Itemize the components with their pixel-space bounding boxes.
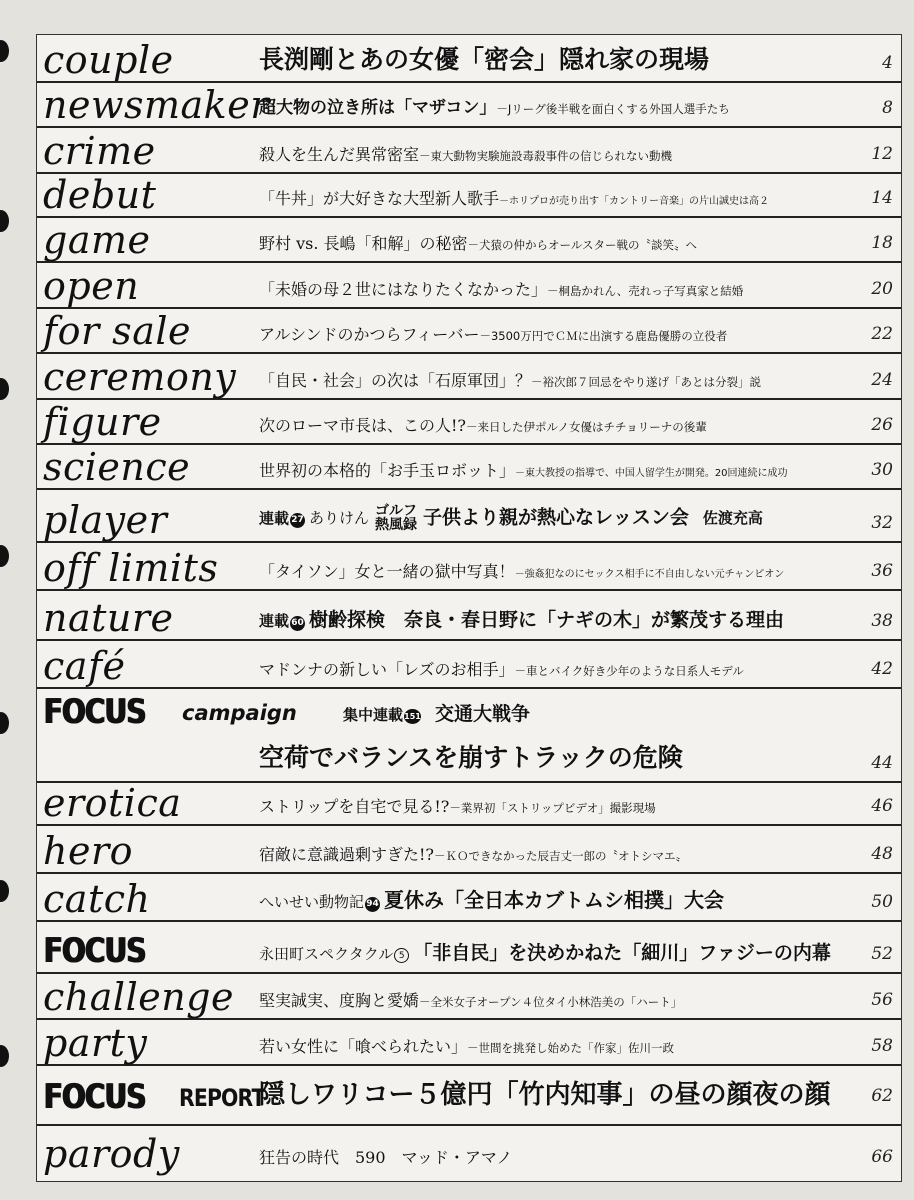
article-title: 夏休み「全日本カブトムシ相撲」大会 xyxy=(384,888,725,912)
article-title: 隠しワリコー５億円「竹内知事」の昼の顔夜の顔 xyxy=(259,1080,831,1111)
table-of-contents xyxy=(36,34,902,1182)
article-subtitle: －東大動物実験施設毒殺事件の信じられない動機 xyxy=(419,149,673,164)
binder-hole xyxy=(0,210,9,232)
page-number: 46 xyxy=(871,796,893,816)
article-title: 世界初の本格的「お手玉ロボット」 xyxy=(259,461,516,481)
article-title: 「タイソン」女と一緒の獄中写真！ xyxy=(259,562,515,582)
page-number: 20 xyxy=(871,279,893,299)
article-title: ストリップを自宅で見る!? xyxy=(259,797,450,817)
binder-hole xyxy=(0,1045,9,1067)
article-title-group xyxy=(259,798,656,816)
article-subtitle: －来日した伊ポルノ女優はチチョリーナの後輩 xyxy=(466,420,707,435)
toc-row-for-sale[interactable] xyxy=(37,309,901,354)
binder-holes xyxy=(0,0,14,1200)
page-number: 38 xyxy=(871,611,893,631)
article-subtitle: －車とバイク好き少年のような日系人モデル xyxy=(514,664,744,679)
article-title-group xyxy=(259,610,784,631)
focus-logo: FOCUS xyxy=(43,931,145,971)
article-title-group xyxy=(259,281,743,299)
article-subtitle: －桐島かれん、売れっ子写真家と結婚 xyxy=(547,284,744,299)
page-number: 56 xyxy=(871,990,893,1010)
page-number: 62 xyxy=(871,1086,893,1106)
toc-row-off-limits[interactable] xyxy=(37,543,901,591)
category-label: open xyxy=(43,264,140,308)
article-title: 宿敵に意識過剰すぎた!? xyxy=(259,845,435,865)
series-number-badge: 5 xyxy=(394,948,409,963)
article-title: 交通大戦争 xyxy=(435,703,531,726)
page-number: 18 xyxy=(871,233,893,253)
series-label: 連載 xyxy=(259,612,290,630)
article-author: 佐渡充高 xyxy=(702,509,763,528)
article-title-group xyxy=(259,372,761,390)
page-number: 32 xyxy=(871,513,893,533)
article-title: 次のローマ市長は、この人!? xyxy=(259,416,467,436)
article-title-group xyxy=(259,235,697,253)
page-number: 26 xyxy=(871,415,893,435)
toc-row-open[interactable] xyxy=(37,263,901,309)
series-author-name: ありけん xyxy=(309,509,370,528)
page-number: 58 xyxy=(871,1036,893,1056)
toc-row-nature[interactable] xyxy=(37,591,901,641)
article-title: 長渕剛とあの女優「密会」隠れ家の現場 xyxy=(259,44,710,74)
toc-row-couple[interactable] xyxy=(37,35,901,83)
article-title: 狂告の時代 590 マッド・アマノ xyxy=(259,1148,513,1168)
category-label: figure xyxy=(43,400,162,444)
binder-hole xyxy=(0,378,9,400)
article-title-group xyxy=(259,943,831,964)
category-label: game xyxy=(43,218,151,262)
category-label: hero xyxy=(43,829,134,873)
category-label: off limits xyxy=(43,546,219,590)
toc-row-player[interactable] xyxy=(37,490,901,543)
article-title-group xyxy=(259,661,744,679)
article-title: 堅実誠実、度胸と愛嬌 xyxy=(259,991,420,1011)
article-title: マドンナの新しい「レズのお相手」 xyxy=(259,660,515,680)
article-title-group xyxy=(259,417,707,435)
category-label: crime xyxy=(43,129,156,173)
series-label: へいせい動物記 xyxy=(259,893,365,911)
article-subtitle: －Jリーグ後半戦を面白くする外国人選手たち xyxy=(496,102,730,117)
page-number: 44 xyxy=(871,753,893,773)
series-number-badge: 151 xyxy=(404,709,421,724)
category-label: catch xyxy=(43,877,151,921)
article-title-group xyxy=(259,1038,674,1056)
page-number: 4 xyxy=(882,53,893,73)
article-title-group xyxy=(259,190,769,208)
toc-row-focus-report[interactable] xyxy=(37,1066,901,1126)
page-number: 22 xyxy=(871,324,893,344)
toc-row-newsmaker[interactable] xyxy=(37,83,901,128)
article-title-group xyxy=(259,846,687,864)
toc-row-party[interactable] xyxy=(37,1020,901,1066)
article-title-group xyxy=(259,326,727,344)
page-number: 48 xyxy=(871,844,893,864)
page-number: 36 xyxy=(871,561,893,581)
category-label: ceremony xyxy=(43,355,237,399)
toc-row-erotica[interactable] xyxy=(37,783,901,826)
page-number: 52 xyxy=(871,944,893,964)
category-label: parody xyxy=(43,1132,180,1176)
toc-row-hero[interactable] xyxy=(37,826,901,874)
toc-row-science[interactable] xyxy=(37,445,901,490)
article-title-line-2: 空荷でバランスを崩すトラックの危険 xyxy=(259,742,683,772)
series-label: 永田町スペクタクル xyxy=(259,945,394,964)
series-number-badge: 60 xyxy=(290,616,305,631)
category-label: for sale xyxy=(43,309,191,353)
binder-hole xyxy=(0,712,9,734)
binder-hole xyxy=(0,40,9,62)
series-number-badge: 27 xyxy=(290,513,305,528)
article-subtitle: －3500万円でＣＭに出演する鹿島優勝の立役者 xyxy=(479,329,728,344)
article-title: 若い女性に「喰べられたい」 xyxy=(259,1037,468,1057)
article-title: 「未婚の母２世にはなりたくなかった」 xyxy=(259,280,548,300)
article-title-group xyxy=(259,462,788,480)
category-label: REPORT xyxy=(179,1084,265,1112)
article-title: 「非自民」を決めかねた「細川」ファジーの内幕 xyxy=(413,942,831,965)
category-label: challenge xyxy=(43,975,234,1019)
toc-row-crime[interactable] xyxy=(37,128,901,174)
toc-row-ceremony[interactable] xyxy=(37,354,901,400)
page-number: 30 xyxy=(871,460,893,480)
article-title-group xyxy=(259,992,682,1010)
category-label: debut xyxy=(43,173,157,217)
series-number-badge: 94 xyxy=(365,897,380,912)
article-title-group xyxy=(259,504,763,533)
toc-row-debut[interactable] xyxy=(37,174,901,218)
series-label: 集中連載 xyxy=(343,706,404,725)
article-subtitle: －業界初「ストリップビデオ」撮影現場 xyxy=(449,801,656,816)
article-subtitle: －犬猿の仲からオールスター戦の〝談笑〟へ xyxy=(467,238,697,253)
binder-hole xyxy=(0,545,9,567)
category-label: party xyxy=(43,1021,148,1065)
article-subtitle: －強姦犯なのにセックス相手に不自由しない元チャンピオン xyxy=(514,569,785,581)
category-label: science xyxy=(43,445,191,489)
toc-row-catch[interactable] xyxy=(37,874,901,922)
article-title-group xyxy=(259,889,724,912)
toc-row-figure[interactable] xyxy=(37,400,901,445)
article-title-group xyxy=(259,99,730,118)
article-title-group xyxy=(259,563,784,581)
category-label: café xyxy=(43,644,126,688)
series-title-line-1: ゴルフ xyxy=(375,502,418,519)
article-title: 「自民・社会」の次は「石原軍団」？ xyxy=(259,371,532,391)
article-subtitle: －全米女子オープン４位タイ小林浩美の「ハート」 xyxy=(419,995,683,1010)
category-label: couple xyxy=(43,38,174,82)
category-label: erotica xyxy=(43,781,182,825)
toc-row-cafe[interactable] xyxy=(37,641,901,689)
article-title-group xyxy=(343,704,530,725)
article-subtitle: －ＫＯできなかった辰吉丈一郎の〝オトシマエ〟 xyxy=(434,849,688,864)
toc-row-parody[interactable] xyxy=(37,1126,901,1181)
category-label: newsmaker xyxy=(43,83,269,127)
article-title: アルシンドのかつらフィーバー xyxy=(259,325,480,345)
series-title-stack xyxy=(375,504,417,533)
article-subtitle: －世間を挑発し始めた「作家」佐川一政 xyxy=(467,1041,675,1056)
article-title: 子供より親が熱心なレッスン会 xyxy=(423,506,689,529)
page-number: 8 xyxy=(882,98,893,118)
page-number: 66 xyxy=(871,1147,893,1167)
toc-row-game[interactable] xyxy=(37,218,901,263)
binder-hole xyxy=(0,880,9,902)
article-title: 超大物の泣き所は「マザコン」 xyxy=(259,98,497,119)
page-number: 50 xyxy=(871,892,893,912)
article-title: 野村 vs. 長嶋「和解」の秘密 xyxy=(259,234,468,254)
toc-row-challenge[interactable] xyxy=(37,974,901,1020)
focus-logo: FOCUS xyxy=(43,692,145,732)
article-title-group xyxy=(259,146,672,164)
article-title: 樹齢探検 奈良・春日野に「ナギの木」が繁茂する理由 xyxy=(309,609,785,631)
category-label: player xyxy=(43,498,168,542)
series-title-line-2: 熱風録 xyxy=(375,517,418,534)
toc-row-focus-campaign[interactable] xyxy=(37,689,901,783)
article-subtitle: －東大教授の指導で、中国人留学生が開発。20回連続に成功 xyxy=(515,468,788,480)
focus-logo: FOCUS xyxy=(43,1077,145,1117)
category-label: nature xyxy=(43,596,174,640)
page-number: 12 xyxy=(871,144,893,164)
series-label: 連載 xyxy=(259,509,290,528)
toc-row-focus-nagatacho[interactable] xyxy=(37,922,901,974)
article-subtitle: －ホリプロが売り出す「カントリー音楽」の片山誠史は高２ xyxy=(499,196,770,208)
article-title: 「牛丼」が大好きな大型新人歌手 xyxy=(259,189,500,209)
article-subtitle: －裕次郎７回忌をやり遂げ「あとは分裂」説 xyxy=(531,375,762,390)
article-title: 殺人を生んだ異常密室 xyxy=(259,145,420,165)
category-label: campaign xyxy=(182,701,297,725)
page-number: 24 xyxy=(871,370,893,390)
page-number: 42 xyxy=(871,659,893,679)
page-number: 14 xyxy=(871,188,893,208)
